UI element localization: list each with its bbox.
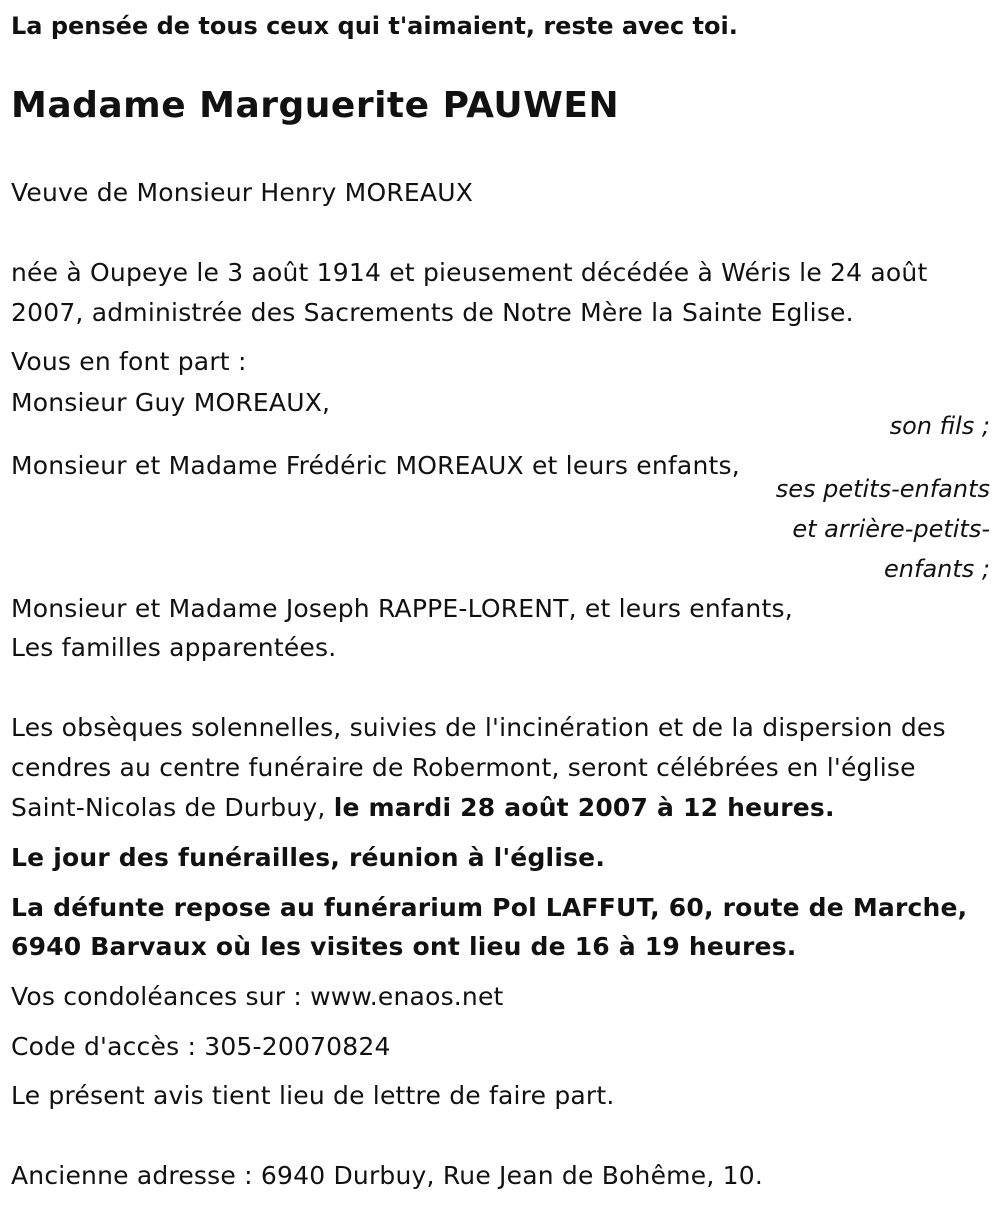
repose-line-1: La défunte repose au funérarium Pol LAFFUT, 60, route de Marche, [11,893,968,922]
grandchildren-relation-3: enfants ; [884,555,990,583]
deceased-name: Madame Marguerite PAUWEN [11,85,620,126]
former-address: Ancienne adresse : 6940 Durbuy, Rue Jean de Bohême, 10. [11,1161,763,1190]
son-relation: son fils ; [889,412,990,440]
funeral-line-2: cendres au centre funéraire de Robermont, seront célébrées en l'église [11,753,916,782]
son-name: Monsieur Guy MOREAUX, [11,388,331,417]
widow-of-text: Veuve de Monsieur Henry MOREAUX [11,178,474,207]
notice-text: Le présent avis tient lieu de lettre de faire part. [11,1081,615,1110]
family-rappe-lorent: Monsieur et Madame Joseph RAPPE-LORENT, et leurs enfants, [11,594,793,623]
repose-line-2: 6940 Barvaux où les visites ont lieu de 16 à 19 heures. [11,932,797,961]
funeral-place: Saint-Nicolas de Durbuy, [11,793,334,822]
epigraph: La pensée de tous ceux qui t'aimaient, reste avec toi. [11,12,738,40]
birth-death-line-2: 2007, administrée des Sacrements de Notre Mère la Sainte Eglise. [11,298,854,327]
church-meeting: Le jour des funérailles, réunion à l'église. [11,843,606,872]
condolences-text: Vos condoléances sur : www.enaos.net [11,982,504,1011]
funeral-line-3 [11,788,835,828]
grandchildren-relation-1: ses petits-enfants [775,475,990,503]
funeral-line-1: Les obsèques solennelles, suivies de l'incinération et de la dispersion des [11,713,946,742]
family-frederic: Monsieur et Madame Frédéric MOREAUX et leurs enfants, [11,451,740,480]
access-code: Code d'accès : 305-20070824 [11,1032,391,1061]
related-families: Les familles apparentées. [11,633,337,662]
birth-death-line-1: née à Oupeye le 3 août 1914 et pieusement décédée à Wéris le 24 août [11,258,928,287]
funeral-date: le mardi 28 août 2007 à 12 heures. [333,793,835,822]
grandchildren-relation-2: et arrière-petits- [792,515,990,543]
announcement-intro: Vous en font part : [11,347,247,376]
